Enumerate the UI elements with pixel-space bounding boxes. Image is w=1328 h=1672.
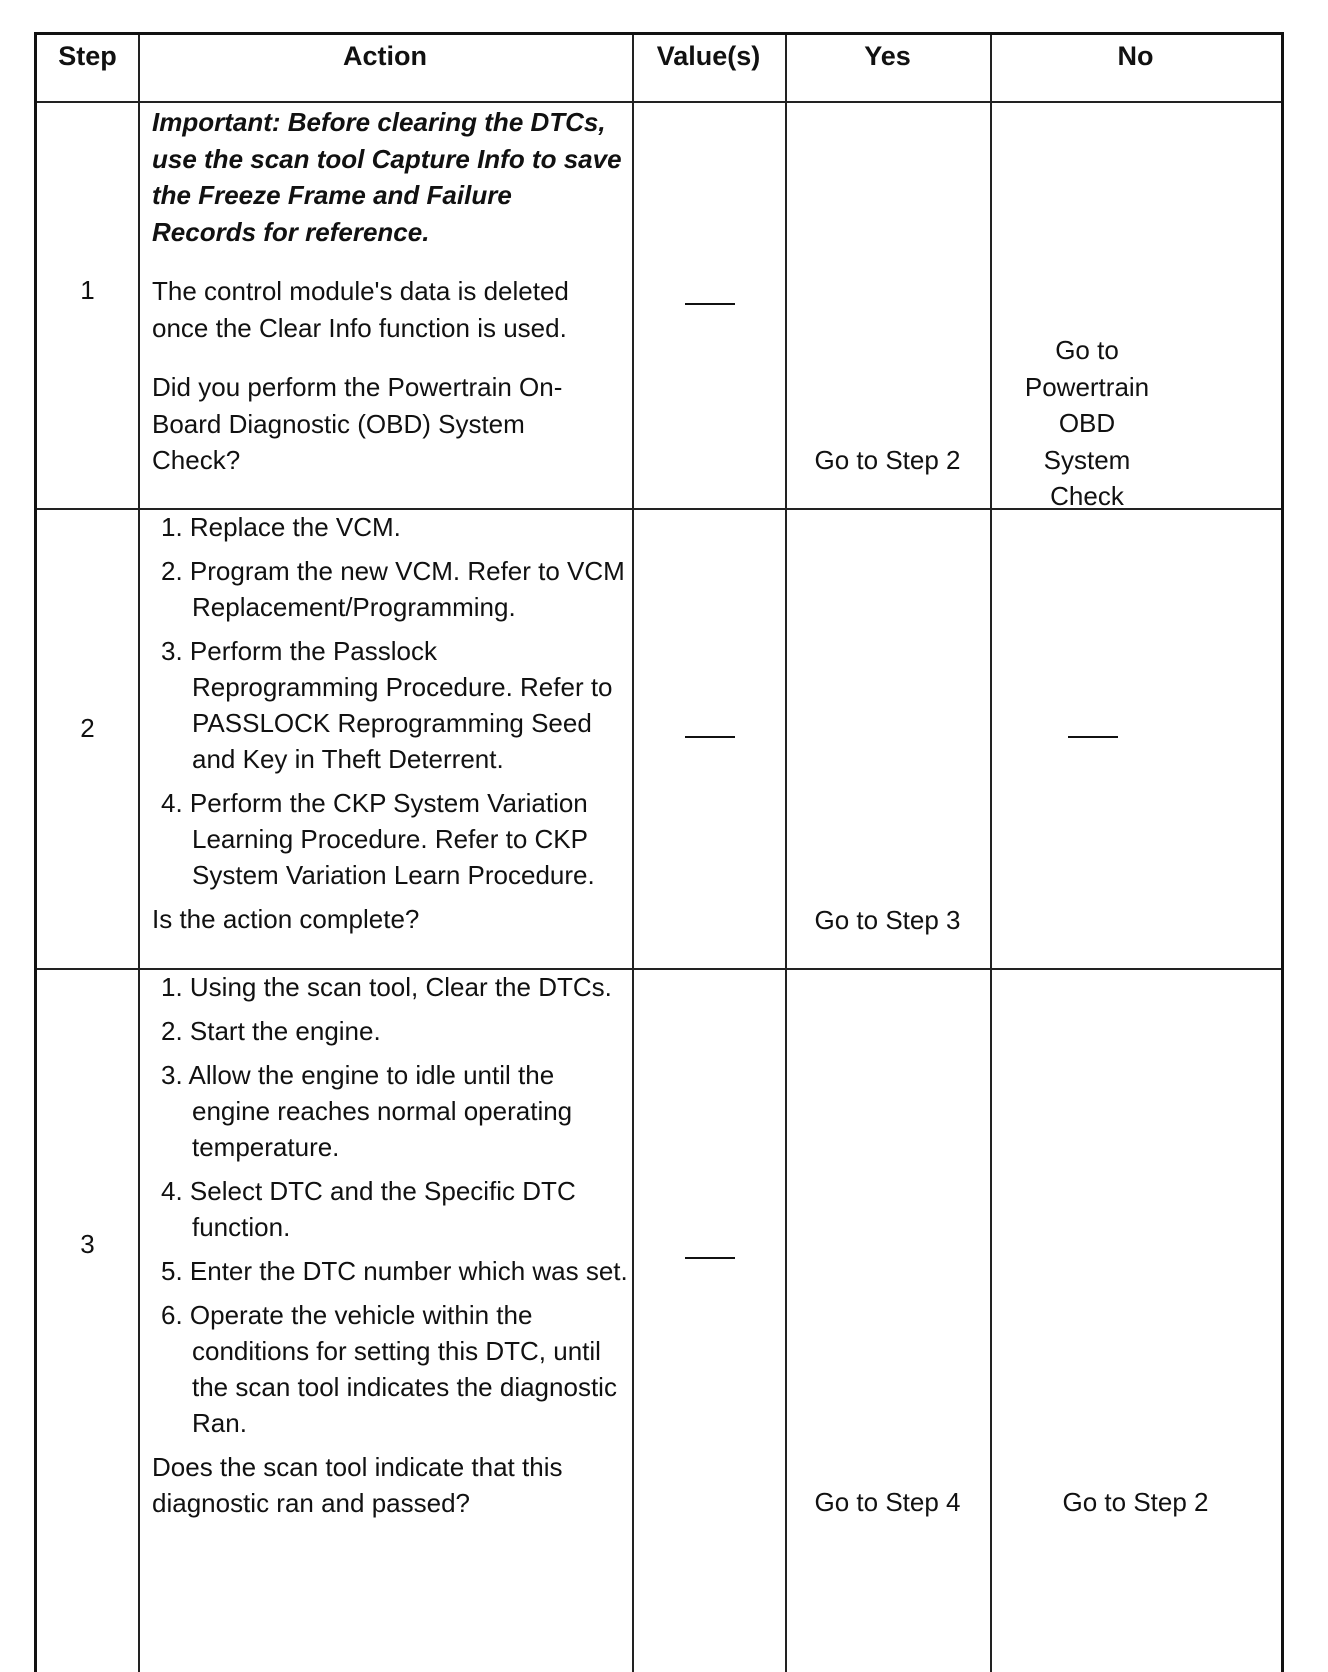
empty-no-dash — [1068, 736, 1118, 738]
empty-value-dash — [685, 1257, 735, 1259]
no-outcome: Go to Powertrain OBD System Check — [1024, 335, 1150, 511]
column-divider — [138, 35, 140, 1672]
action-note: The control module's data is deleted once the Clear Info function is used. — [152, 276, 569, 343]
diagnostic-table — [34, 32, 1284, 1672]
no-outcome: Go to Step 2 — [1062, 1487, 1209, 1517]
header-yes: Yes — [864, 40, 911, 71]
column-divider — [632, 35, 634, 1672]
list-item: 4. Perform the CKP System Variation Learning Procedure. Refer to CKP System Variation Learn Procedure. — [161, 788, 595, 890]
step-number: 1 — [80, 275, 95, 305]
column-divider — [990, 35, 992, 1672]
list-item: 2. Program the new VCM. Refer to VCM Replacement/Programming. — [161, 556, 625, 622]
list-item: 1. Replace the VCM. — [161, 512, 401, 542]
list-item: 1. Using the scan tool, Clear the DTCs. — [161, 972, 612, 1002]
column-divider — [785, 35, 787, 1672]
header-values: Value(s) — [656, 40, 761, 71]
action-list — [152, 509, 630, 937]
step-number: 3 — [80, 1229, 95, 1259]
header-action: Action — [343, 40, 427, 71]
list-item: 5. Enter the DTC number which was set. — [161, 1256, 628, 1286]
yes-outcome: Go to Step 3 — [814, 905, 961, 935]
empty-value-dash — [685, 303, 735, 305]
list-item: 6. Operate the vehicle within the conditions for setting this DTC, until the scan tool indicates the diagnostic Ran. — [161, 1300, 617, 1438]
list-item: 2. Start the engine. — [161, 1016, 381, 1046]
header-step: Step — [58, 40, 117, 71]
yes-outcome: Go to Step 2 — [814, 445, 961, 475]
list-item: 3. Allow the engine to idle until the engine reaches normal operating temperature. — [161, 1060, 573, 1162]
important-note: Important: Before clearing the DTCs, use the scan tool Capture Info to save the Freeze Frame and Failure Records for reference. — [152, 107, 622, 247]
step-number: 2 — [80, 713, 95, 743]
action-question: Did you perform the Powertrain On-Board Diagnostic (OBD) System Check? — [152, 372, 563, 475]
row-divider — [37, 101, 1281, 103]
empty-value-dash — [685, 736, 735, 738]
header-no: No — [1117, 40, 1154, 71]
action-list — [152, 969, 630, 1521]
action-question: Is the action complete? — [152, 904, 420, 934]
list-item: 4. Select DTC and the Specific DTC function. — [161, 1176, 576, 1242]
yes-outcome: Go to Step 4 — [814, 1487, 961, 1517]
action-question: Does the scan tool indicate that this diagnostic ran and passed? — [152, 1452, 563, 1518]
list-item: 3. Perform the Passlock Reprogramming Procedure. Refer to PASSLOCK Reprogramming Seed and Key in Theft Deterrent. — [161, 636, 613, 774]
